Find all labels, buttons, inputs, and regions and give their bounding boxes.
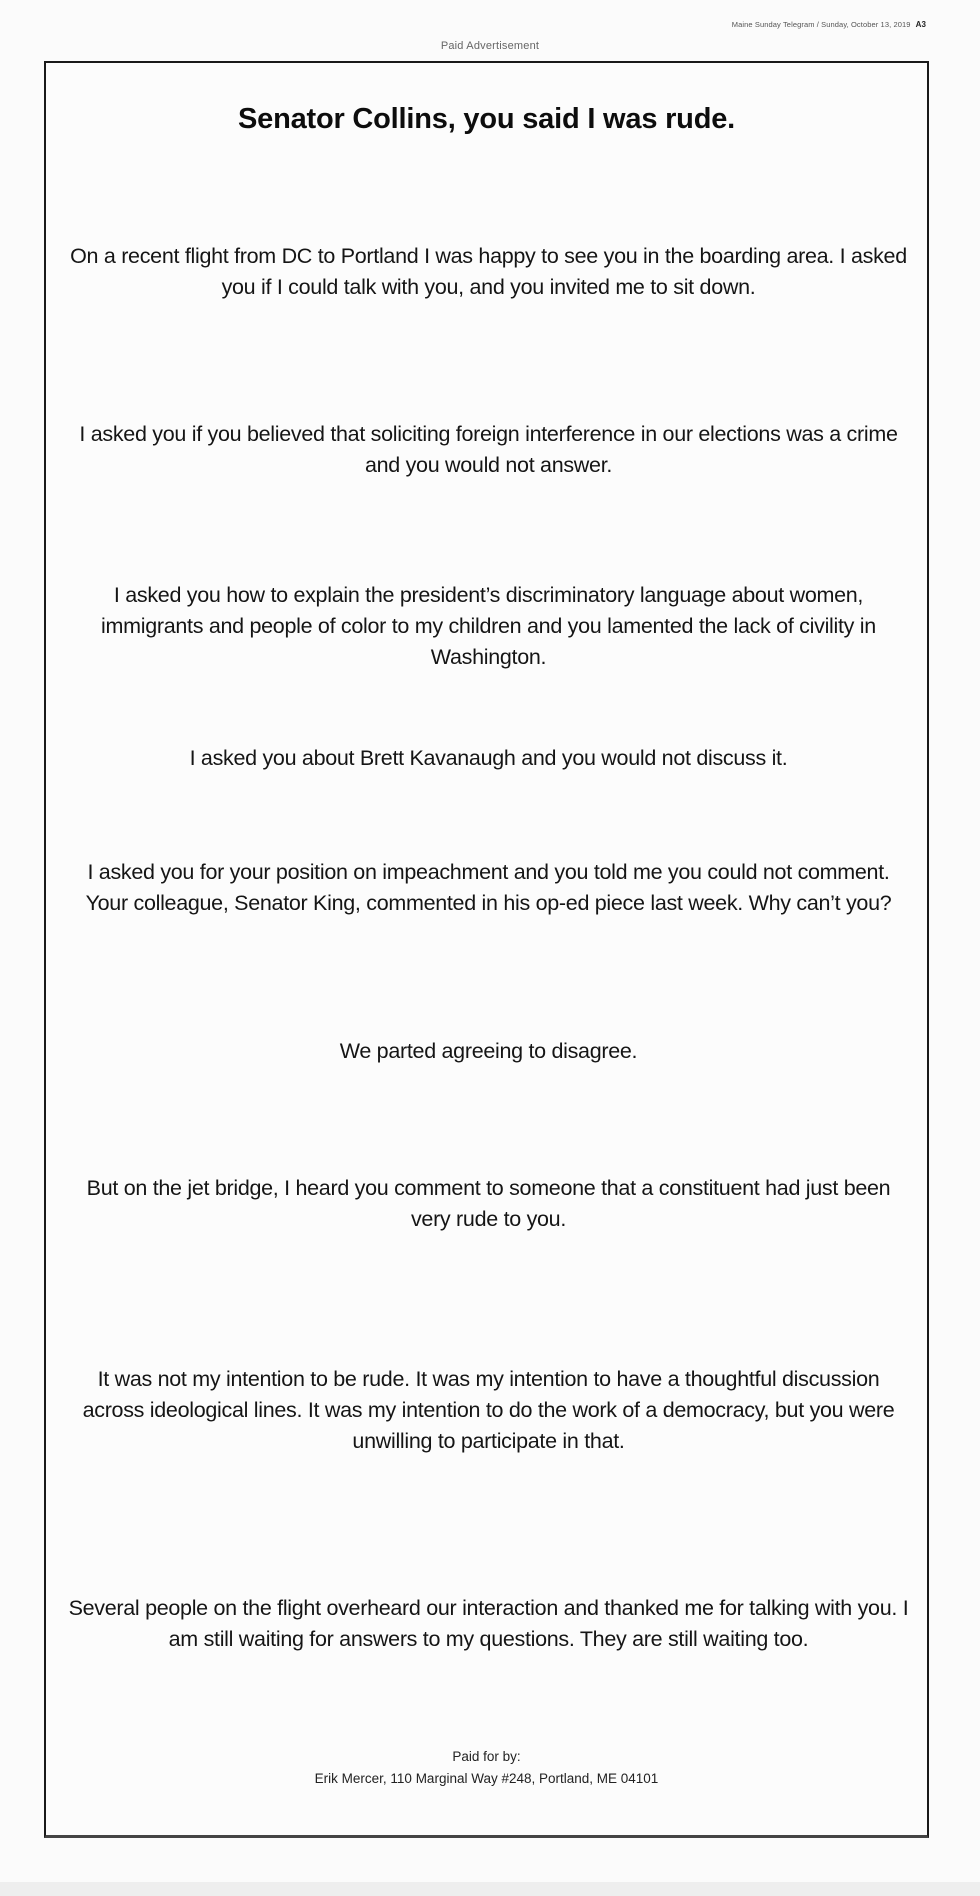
ad-headline: Senator Collins, you said I was rude. xyxy=(238,103,735,135)
ad-paragraph-kavanaugh: I asked you about Brett Kavanaugh and you would not discuss it. xyxy=(189,746,788,770)
ad-paragraph-parted: We parted agreeing to disagree. xyxy=(339,1039,638,1063)
newspaper-dateline xyxy=(732,20,926,29)
ad-paragraph-intention: It was not my intention to be rude. It was my intention to have a thoughtful discussion across ideological lines. It was my intention to do the work of a democracy, but you were unwilling to participate in that. xyxy=(82,1367,895,1453)
ad-paragraph-flight: On a recent flight from DC to Portland I was happy to see you in the boarding area. I asked you if I could talk with you, and you invited me to sit down. xyxy=(70,244,907,299)
paid-for-label: Paid for by: xyxy=(452,1749,521,1764)
advertisement-box xyxy=(44,61,929,1838)
ad-paragraph-discriminatory-language: I asked you how to explain the president’s discriminatory language about women, immigrants and people of color to my children and you lamented the lack of civility in Washington. xyxy=(101,583,876,669)
paid-for-by-footer xyxy=(46,1746,927,1790)
ad-paragraph-impeachment: I asked you for your position on impeachment and you told me you could not comment. Your colleague, Senator King, commented in his op-ed piece last week. Why can’t you? xyxy=(85,860,892,915)
paid-advertisement-label: Paid Advertisement xyxy=(440,40,540,52)
page-bottom-edge xyxy=(0,1882,980,1896)
dateline-text: Maine Sunday Telegram / Sunday, October 13, 2019 xyxy=(731,20,911,29)
sponsor-address: Erik Mercer, 110 Marginal Way #248, Portland, ME 04101 xyxy=(314,1771,659,1786)
ad-paragraph-foreign-interference: I asked you if you believed that soliciting foreign interference in our elections was a crime and you would not answer. xyxy=(79,422,898,477)
ad-paragraph-still-waiting: Several people on the flight overheard our interaction and thanked me for talking with you. I am still waiting for answers to my questions. They are still waiting too. xyxy=(68,1596,909,1651)
ad-paragraph-jet-bridge: But on the jet bridge, I heard you comment to someone that a constituent had just been very rude to you. xyxy=(86,1176,891,1231)
page-number: A3 xyxy=(915,20,926,29)
